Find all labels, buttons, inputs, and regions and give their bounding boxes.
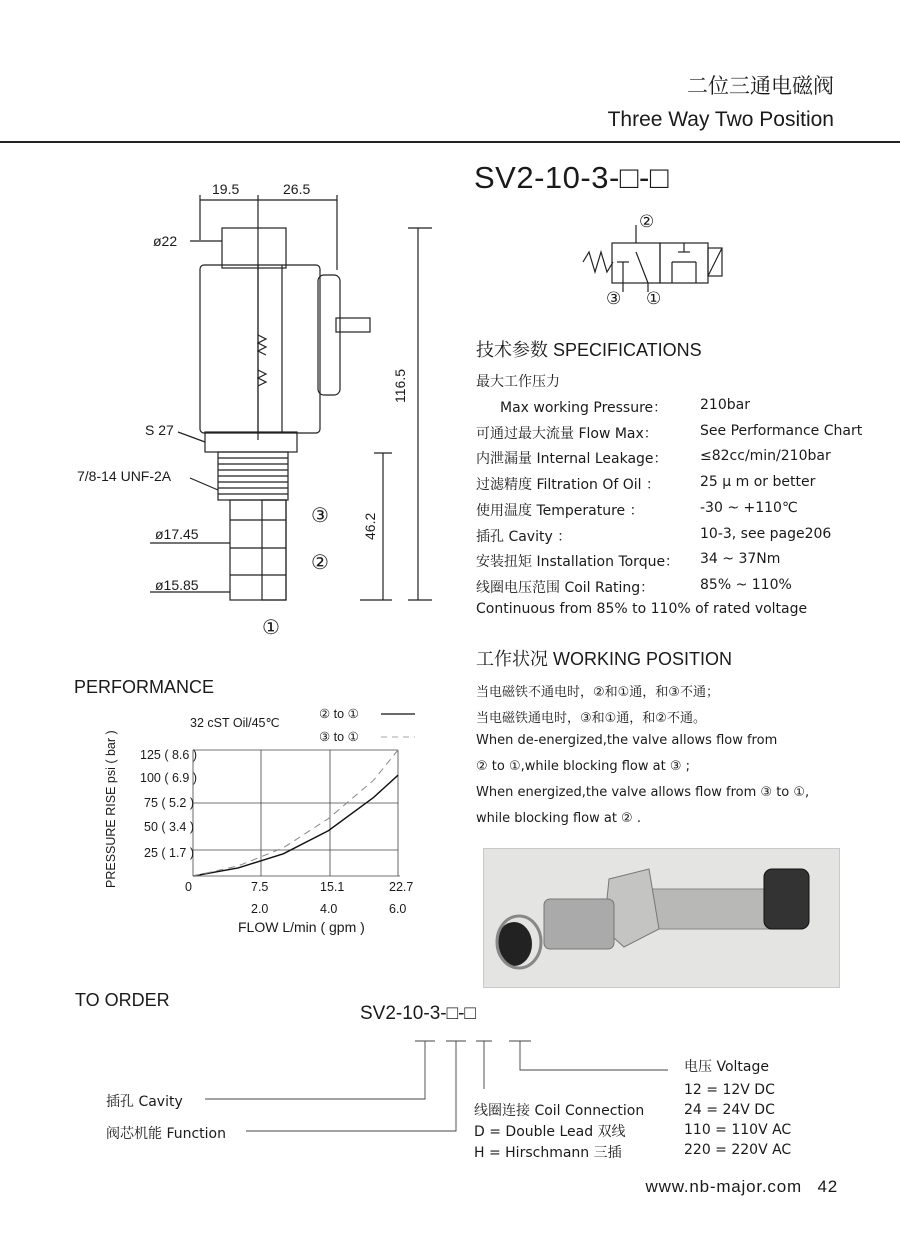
spec-max-pressure-cn: 最大工作压力 xyxy=(476,374,560,390)
port-1-label: ① xyxy=(262,617,280,639)
header-title-en: Three Way Two Position xyxy=(607,108,834,131)
specs-title: 技术参数 SPECIFICATIONS xyxy=(476,340,702,360)
dim-26-5: 26.5 xyxy=(283,181,311,197)
spec-label: 可通过最大流量 Flow Max： xyxy=(476,426,658,442)
order-cavity: 插孔 Cavity xyxy=(106,1094,183,1110)
x-tick-label: 0 xyxy=(185,880,192,894)
y-axis-label: PRESSURE RISE psi ( bar ) xyxy=(104,730,118,888)
performance-title: PERFORMANCE xyxy=(74,677,215,697)
dim-dia-22: ø22 xyxy=(153,233,178,249)
legend-series-2: ③ to ① xyxy=(319,730,359,744)
y-tick-label: 75 ( 5.2 ) xyxy=(144,796,195,810)
coil-title: 线圈连接 Coil Connection xyxy=(474,1103,645,1119)
order-function: 阀芯机能 Function xyxy=(106,1126,226,1142)
symbol-port-1: ① xyxy=(646,289,662,308)
x-tick-label-gpm: 4.0 xyxy=(320,902,338,916)
spec-label: 使用温度 Temperature ： xyxy=(476,503,644,519)
dim-hex: S 27 xyxy=(145,422,174,438)
working-line: ② to ①,while blocking flow at ③ ; xyxy=(476,759,690,774)
model-code: SV2-10-3-□-□ xyxy=(474,160,670,195)
port-3-label: ③ xyxy=(311,505,329,527)
order-code: SV2-10-3-□-□ xyxy=(360,1003,476,1024)
port-2-label: ② xyxy=(311,552,329,574)
page-number: 42 xyxy=(817,1177,838,1196)
x-tick-label-gpm: 2.0 xyxy=(251,902,269,916)
dim-thread: 7/8-14 UNF-2A xyxy=(77,468,172,484)
coil-option: D = Double Lead 双线 xyxy=(474,1124,626,1140)
y-tick-label: 25 ( 1.7 ) xyxy=(144,846,195,860)
spec-value: See Performance Chart xyxy=(700,423,863,439)
voltage-option: 24 = 24V DC xyxy=(684,1102,775,1118)
symbol-port-2: ② xyxy=(639,212,655,231)
dim-dia-1585: ø15.85 xyxy=(155,577,199,593)
spec-value: 25 μ m or better xyxy=(700,474,816,490)
spec-value: 10-3, see page206 xyxy=(700,526,832,542)
x-tick-label: 7.5 xyxy=(251,880,269,894)
header-title-cn: 二位三通电磁阀 xyxy=(687,74,834,98)
spec-label: 内泄漏量 Internal Leakage： xyxy=(476,451,668,467)
working-title: 工作状况 WORKING POSITION xyxy=(476,649,733,669)
dim-46-2: 46.2 xyxy=(362,512,378,540)
spec-label: Max working Pressure： xyxy=(500,400,668,416)
y-tick-label: 125 ( 8.6 ) xyxy=(140,748,197,762)
spec-value: ≤82cc/min/210bar xyxy=(700,448,831,464)
working-line: When de-energized,the valve allows flow from xyxy=(476,733,778,748)
symbol-port-3: ③ xyxy=(606,289,622,308)
voltage-option: 12 = 12V DC xyxy=(684,1082,775,1098)
voltage-title: 电压 Voltage xyxy=(684,1059,769,1075)
spec-value: 210bar xyxy=(700,397,750,413)
working-line: 当电磁铁通电时，③和①通，和②不通。 xyxy=(476,711,706,726)
dim-dia-1745: ø17.45 xyxy=(155,526,199,542)
working-line: When energized,the valve allows flow from ③ to ①, xyxy=(476,785,810,800)
footer-website[interactable]: www.nb-major.com xyxy=(645,1177,802,1196)
voltage-option: 110 = 110V AC xyxy=(684,1122,792,1138)
voltage-option: 220 = 220V AC xyxy=(684,1142,792,1158)
y-tick-label: 100 ( 6.9 ) xyxy=(140,771,197,785)
x-tick-label: 15.1 xyxy=(320,880,345,894)
footer xyxy=(646,1177,838,1197)
spec-value: 85% ~ 110% xyxy=(700,577,792,593)
spec-value: 34 ~ 37Nm xyxy=(700,551,781,567)
coil-option: H = Hirschmann 三插 xyxy=(474,1145,622,1161)
spec-label: 安装扭矩 Installation Torque： xyxy=(476,554,680,570)
working-line: 当电磁铁不通电时，②和①通，和③不通； xyxy=(476,685,719,700)
dim-19-5: 19.5 xyxy=(212,181,240,197)
x-tick-label: 22.7 xyxy=(389,880,414,894)
chart-subtitle: 32 cST Oil/45℃ xyxy=(190,716,280,730)
working-line: while blocking flow at ② . xyxy=(476,811,641,826)
spec-value: -30 ~ +110℃ xyxy=(700,500,798,516)
spec-label: 过滤精度 Filtration Of Oil ： xyxy=(476,477,661,493)
spec-label: 插孔 Cavity ： xyxy=(476,529,572,545)
y-tick-label: 50 ( 3.4 ) xyxy=(144,820,195,834)
spec-note: Continuous from 85% to 110% of rated voltage xyxy=(476,601,808,617)
spec-label: 线圈电压范围 Coil Rating： xyxy=(476,580,655,596)
order-title: TO ORDER xyxy=(75,990,170,1010)
x-tick-label-gpm: 6.0 xyxy=(389,902,407,916)
dim-116-5: 116.5 xyxy=(392,369,408,403)
x-axis-label: FLOW L/min ( gpm ) xyxy=(238,919,365,935)
legend-series-1: ② to ① xyxy=(319,707,359,721)
